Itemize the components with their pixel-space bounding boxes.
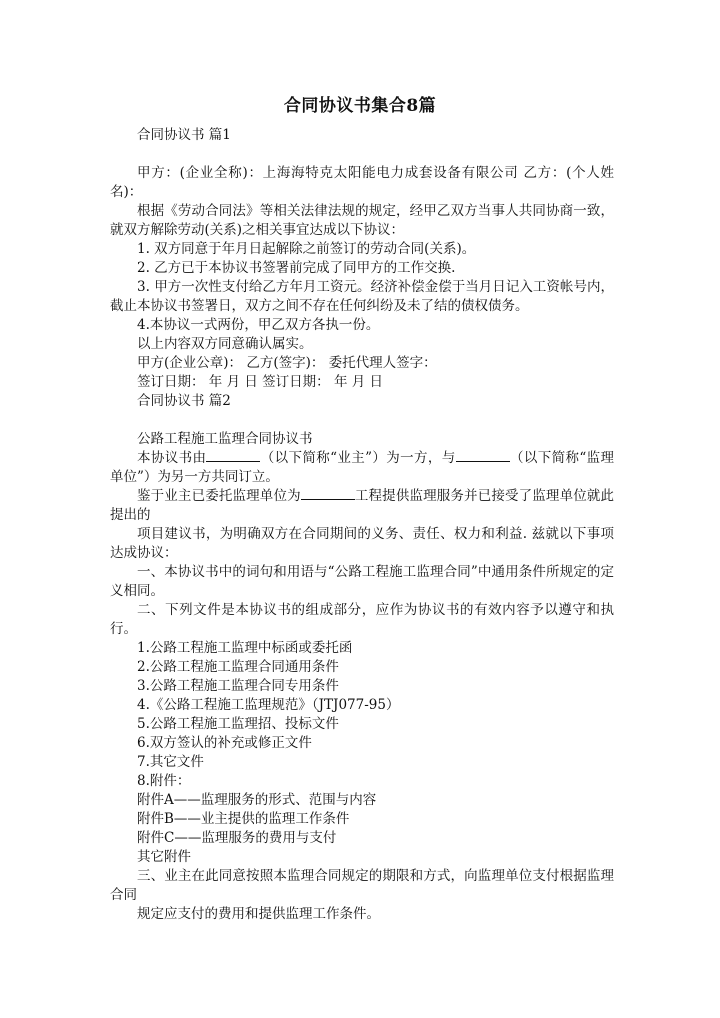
paragraph: 根据《劳动合同法》等相关法律法规的规定，经甲乙双方当事人共同协商一致，就双方解除劳动(关系)之相关事宜达成以下协议：	[110, 203, 614, 238]
paragraph-segment: （以下简称“监理单位”）为另一方共同订立。	[110, 450, 615, 485]
paragraph: 规定应支付的费用和提供监理工作条件。	[137, 906, 380, 922]
paragraph: 其它附件	[137, 849, 191, 865]
paragraph: 6.双方签认的补充或修正文件	[137, 735, 312, 751]
paragraph: 2. 乙方已于本协议书签署前完成了同甲方的工作交换.	[137, 260, 456, 276]
paragraph: 3. 甲方一次性支付给乙方年月工资元。经济补偿金偿于当月日记入工资帐号内，截止本协议书签署日，双方之间不存在任何纠纷及未了结的债权债务。	[110, 279, 614, 314]
paragraph: 3.公路工程施工监理合同专用条件	[137, 678, 339, 694]
paragraph: 以上内容双方同意确认属实。	[137, 336, 313, 352]
paragraph: 甲方：(企业全称)：上海海特克太阳能电力成套设备有限公司 乙方：(个人姓名)：	[110, 165, 614, 200]
paragraph: 1. 双方同意于年月日起解除之前签订的劳动合同(关系)。	[137, 241, 476, 257]
paragraph-segment: 鉴于业主已委托监理单位为	[137, 488, 301, 504]
document-body	[110, 126, 614, 924]
paragraph: 附件B——业主提供的监理工作条件	[137, 811, 350, 827]
blank-line	[110, 145, 614, 164]
fill-in-blank	[301, 487, 355, 500]
paragraph	[110, 449, 614, 487]
paragraph: 签订日期： 年 月 日 签订日期： 年 月 日	[137, 374, 384, 390]
paragraph: 一、本协议书中的词句和用语与“公路工程施工监理合同”中通用条件所规定的定义相同。	[110, 564, 614, 599]
fill-in-blank	[456, 449, 510, 462]
paragraph-segment: 工程提供监理服务并已接受了监理单位就此提出的	[110, 488, 615, 523]
paragraph: 1.公路工程施工监理中标函或委托函	[137, 640, 353, 656]
paragraph: 甲方(企业公章)： 乙方(签字)： 委托代理人签字：	[137, 355, 437, 371]
paragraph: 三、业主在此同意按照本监理合同规定的期限和方式，向监理单位支付根据监理合同	[110, 868, 614, 903]
paragraph: 二、下列文件是本协议书的组成部分，应作为协议书的有效内容予以遵守和执行。	[110, 602, 614, 637]
fill-in-blank	[206, 449, 260, 462]
paragraph: 合同协议书 篇2	[137, 393, 231, 409]
paragraph	[110, 487, 614, 525]
paragraph: 附件A——监理服务的形式、范围与内容	[137, 792, 377, 808]
paragraph: 4.本协议一式两份，甲乙双方各执一份。	[137, 317, 380, 333]
paragraph: 8.附件：	[137, 773, 191, 789]
document-title: 合同协议书集合8篇	[283, 96, 437, 116]
paragraph: 7.其它文件	[137, 754, 204, 770]
paragraph: 合同协议书 篇1	[137, 127, 231, 143]
paragraph: 附件C——监理服务的费用与支付	[137, 830, 337, 846]
paragraph: 公路工程施工监理合同协议书	[137, 431, 313, 447]
paragraph-segment: （以下简称“业主”）为一方，与	[260, 450, 456, 466]
paragraph: 5.公路工程施工监理招、投标文件	[137, 716, 339, 732]
paragraph: 2.公路工程施工监理合同通用条件	[137, 659, 339, 675]
paragraph: 项目建议书，为明确双方在合同期间的义务、责任、权力和利益. 兹就以下事项达成协议：	[110, 526, 614, 561]
blank-line	[110, 411, 614, 430]
paragraph-segment: 本协议书由	[137, 450, 207, 466]
paragraph: 4.《公路工程施工监理规范》（JTJ077-95）	[137, 697, 400, 713]
